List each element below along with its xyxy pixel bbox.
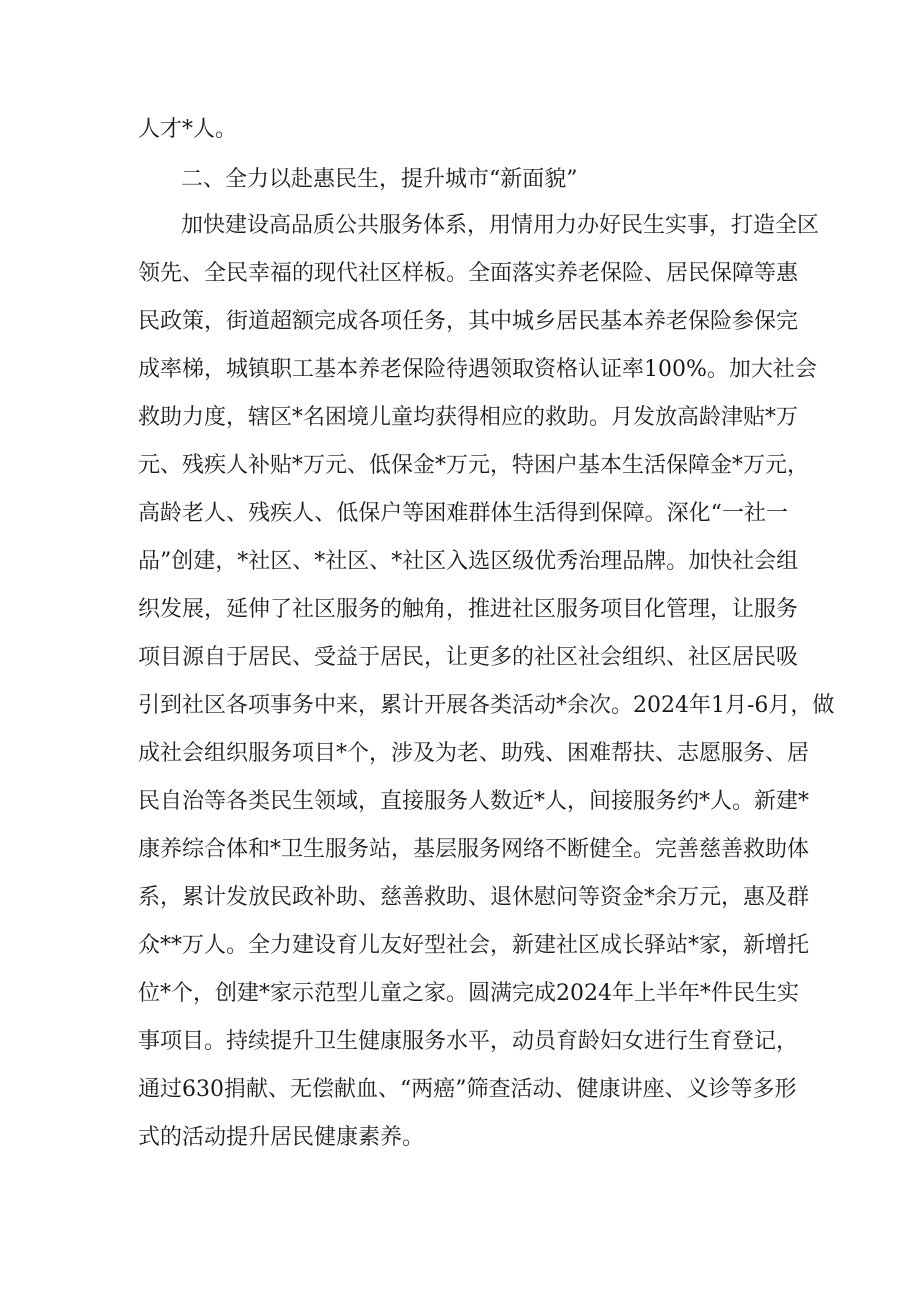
body-text-line: 系，累计发放民政补助、慈善救助、退休慰问等资金*余万元，惠及群 bbox=[138, 885, 810, 910]
body-text-line: 康养综合体和*卫生服务站，基层服务网络不断健全。完善慈善救助体 bbox=[138, 837, 810, 862]
body-text-line-last: 式的活动提升居民健康素养。 bbox=[138, 1125, 425, 1150]
body-text-line: 民政策，街道超额完成各项任务，其中城乡居民基本养老保险参保完 bbox=[138, 309, 799, 334]
body-text-line: 众**万人。全力建设育儿友好型社会，新建社区成长驿站*家，新增托 bbox=[138, 933, 810, 958]
body-text-line: 元、残疾人补贴*万元、低保金*万元，特困户基本生活保障金*万元， bbox=[138, 453, 810, 478]
body-text-line: 项目源自于居民、受益于居民，让更多的社区社会组织、社区居民吸 bbox=[138, 645, 799, 670]
body-text-line: 事项目。持续提升卫生健康服务水平，动员育龄妇女进行生育登记， bbox=[138, 1029, 799, 1054]
body-text-line: 通过630捐献、无偿献血、“两癌”筛查活动、健康讲座、义诊等多形 bbox=[138, 1077, 797, 1102]
body-text-line: 民自治等各类民生领域，直接服务人数近*人，间接服务约*人。新建* bbox=[138, 789, 810, 814]
body-text-line: 引到社区各项事务中来，累计开展各类活动*余次。2024年1月-6月，做 bbox=[138, 693, 835, 718]
body-text-line: 领先、全民幸福的现代社区样板。全面落实养老保险、居民保障等惠 bbox=[138, 261, 799, 286]
paragraph-continuation-line: 人才*人。 bbox=[138, 117, 238, 142]
body-text-line: 品”创建，*社区、*社区、*社区入选区级优秀治理品牌。加快社会组 bbox=[138, 549, 799, 574]
body-text-line: 位*个，创建*家示范型儿童之家。圆满完成2024年上半年*件民生实 bbox=[138, 981, 799, 1006]
body-text-line: 加快建设高品质公共服务体系，用情用力办好民生实事，打造全区 bbox=[181, 213, 820, 238]
body-text-line: 救助力度，辖区*名困境儿童均获得相应的救助。月发放高龄津贴*万 bbox=[138, 405, 799, 430]
section-heading: 二、全力以赴惠民生，提升城市“新面貌” bbox=[181, 167, 578, 192]
body-text-line: 高龄老人、残疾人、低保户等困难群体生活得到保障。深化“一社一 bbox=[138, 501, 788, 526]
body-text-line: 成率梯，城镇职工基本养老保险待遇领取资格认证率100%。加大社会 bbox=[138, 357, 817, 382]
body-text-line: 成社会组织服务项目*个，涉及为老、助残、困难帮扶、志愿服务、居 bbox=[138, 741, 810, 766]
body-text-line: 织发展，延伸了社区服务的触角，推进社区服务项目化管理，让服务 bbox=[138, 597, 799, 622]
